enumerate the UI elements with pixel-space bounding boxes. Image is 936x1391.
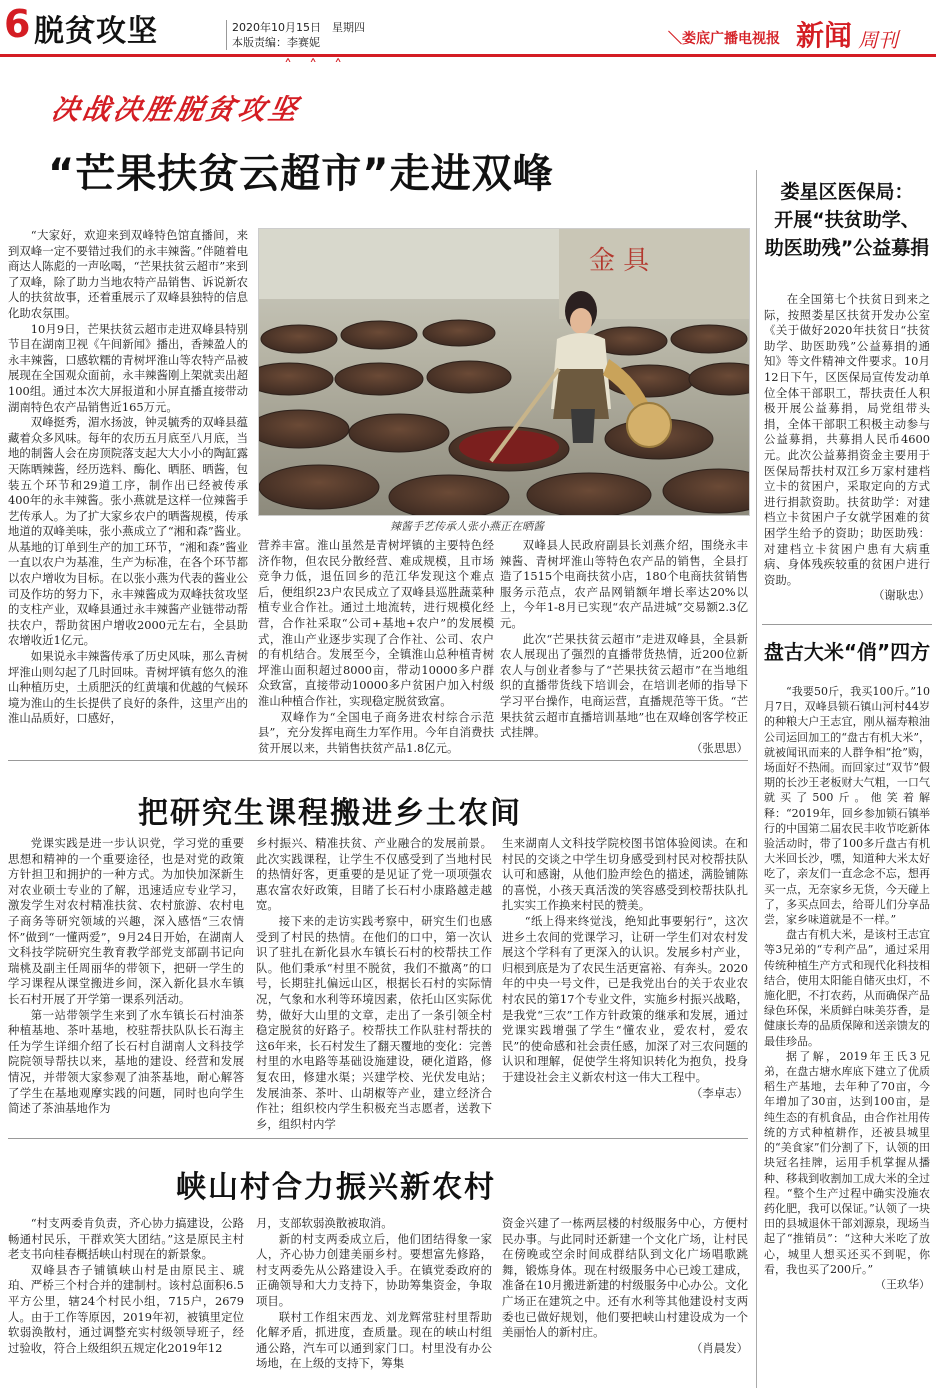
paragraph: 如果说永丰辣酱传承了历史风味，那么青树坪淮山则勾起了几时回味。青树坪镇有悠久的淮山种植历史，土质肥沃的红黄壤和优越的气候环境为淮山的生长提供了良好的条件，这里产出的淮山品质好，口感好，: [8, 649, 248, 726]
paragraph: 据了解，2019年王氏3兄弟，在盘古塘水库底下建立了优质稻生产基地，去年种了70亩，今年增加了30亩，达到100亩，是纯生态的有机食品，由合作社用传统的方式种植耕作，还被县城里的“美食家”们分割了下，认领的田块冠名挂牌，运用手机掌握从播种、移栽到收割加工成大米的全过程。“整个生产过程中确实没施农药化肥，我可以保证。”认领了一块田的县城退休干部刘源泉，现场当起了“推销员”：“这种大米吃了放心，城里人想买还买不到呢，你看，我也买了200斤。”: [764, 1049, 930, 1276]
header-rule: [0, 54, 936, 57]
sidebar2-title: 盘古大米“俏”四方: [763, 640, 931, 664]
sidebar1-title: [762, 178, 932, 262]
sidebar1-title-line: 娄星区医保局：: [780, 181, 914, 203]
paragraph: 双峰县人民政府副县长刘燕介绍，围绕永丰辣酱、青树坪淮山等特色农产品的销售，全县打造了1515个电商扶贫小店，180个电商扶贫销售服务示范点，农产品网销额年增长率达20%以上，今年1-8月已实现“农产品进城”交易额2.3亿元。: [500, 538, 748, 630]
paragraph: 10月9日，芒果扶贫云超市走进双峰县特别节目在湖南卫视《午间新闻》播出，香辣盈人的永丰辣酱，口感软糯的青树坪淮山等农特产品被展现在全国观众面前，永丰辣酱刚上架就卖出超100组。通过本次大屏报道和小屏直播直接带动湖南特色农产品销售近165万元。: [8, 321, 248, 414]
paragraph: “大家好，欢迎来到双峰特色馆直播间，来到双峰一定不要错过我们的永丰辣酱。”伴随着电商达人陈彪的一声吆喝，“芒果扶贫云超市”来到了双峰，除了助力当地农特产品销售、诉说新农人的扶贫故事，还着重展示了双峰县独特的信息化助农氛围。: [8, 228, 248, 320]
svg-text:金 具: 金 具: [589, 246, 650, 276]
issue-date: 2020年10月15日 星期四: [232, 21, 365, 34]
paragraph: 在全国第七个扶贫日到来之际，按照娄星区扶贫开发办公室《关于做好2020年扶贫日“扶贫助学、助医助残”公益募捐的通知》等文件精神文件要求。10月12日下午，区医保局宣传发动单位全体干部职工，帮扶责任人积极开展公益募捐，局党组带头捐，全体干部职工积极主动参与公益募捐，共募捐人民币4600元。此次公益募捐资金主要用于医保局帮扶村双江乡万家村建档立卡的贫困户，采取定向的方式进行捐款资助。扶贫助学：对建档立卡贫困户子女就学困难的贫困学生给予的资助；助医助残：对建档立卡贫困户患有大病重病、身体残疾较重的贫困户进行资助。: [764, 292, 930, 587]
article3-col2: [256, 1216, 492, 1372]
paragraph: 双峰挺秀，湄水扬波，钟灵毓秀的双峰县蕴藏着众多风味。每年的农历五月底至八月底，当地的制酱人会在房顶院落支起大大小小的陶缸露天陈晒辣酱，经历选料、酶化、晒胚、晒酱，包装五个环节和29道工序，制作出已经被传承400年的永丰辣酱。张小燕就是这样一位辣酱手艺传承人。为了扩大家乡农户的晒酱规模，传承地道的双峰美味，张小燕成立了“湘和森”酱业。从基地的订单到生产的加工环节，“湘和森”酱业一直以农户为基准，生产为标准，在各个环节都以农户增收为目标。在以张小燕为代表的酱业公司及作坊的努力下，永丰辣酱成为双峰扶贫攻坚的支柱产业，双峰县通过永丰辣酱产业链带动帮扶农户，帮助贫困户增收2000元左右，全县助农增收近1亿元。: [8, 415, 248, 648]
paragraph: 联村工作组宋西龙、刘龙辉常驻村里帮助化解矛盾，抓进度，查质量。现在的峡山村组通公路，汽车可以通到家门口。村里没有办公场地，在上级的支持下，筹集: [256, 1309, 492, 1371]
sidebar-divider: [756, 170, 757, 1388]
paragraph: 此次“芒果扶贫云超市”走进双峰县，全县新农人展现出了强烈的直播带货热情，近200位新农人与创业者参与了“芒果扶贫云超市”在当地组织的直播带货线下培训会，在培训老师的指导下学习平台操作，电商运营，直播规范等干货。“芒果扶贫云超市直播培训基地”也在双峰创客学校正式挂牌。: [500, 631, 748, 740]
section-title: 脱贫攻坚: [34, 14, 158, 49]
sidebar-divider-h: [762, 624, 932, 625]
sidebar1-title-line: 助医助残”公益募捐: [764, 237, 930, 259]
paragraph: 接下来的走访实践考察中，研究生们也感受到了村民的热情。在他们的口中，第一次认识了驻扎在新化县水车镇长石村的校帮扶工作队。他们秉承“村里不脱贫，我们不撤离”的口号，长期驻扎偏远山区，根据长石村的实际情况，气象和水利等环境因素，依托山区实际优势，做好大山里的文章，走出了一条引领全村稳定脱贫的好路子。校帮扶工作队驻村帮扶的这6年来，长石村发生了翻天覆地的变化：完善村里的水电路等基础设施建设，硬化道路，修复农田，修建水渠；兴建学校、光伏发电站；发展油茶、茶叶、山胡椒等产业，建立经济合作社；组织校内学生积极充当志愿者，送教下乡，组织村内学: [256, 913, 492, 1131]
main-article-col2: [258, 538, 494, 756]
section-divider: [8, 760, 748, 761]
paragraph: “纸上得来终觉浅，绝知此事要躬行”，这次进乡土农间的党课学习，让研一学生们对农村发展这个学科有了更深入的认识。发展乡村产业，归根到底是为了农民生活更富裕、有奔头。2020年的中央一号文件，已是我党出台的关于农业农村农民的第17个专业文件，实施乡村振兴战略，是我党“三农”工作方针政策的继承和发展，通过党课实践增强了学生“懂农业，爱农村，爱农民”的使命感和社会责任感，加深了对三农问题的认识和理解，促使学生将知识转化为抱负，投身于建设社会主义新农村这一伟大工程中。: [502, 913, 748, 1084]
issue-info: [232, 20, 365, 50]
main-article-title: “芒果扶贫云超市”走进双峰: [48, 151, 554, 197]
paragraph: “村支两委肯负责，齐心协力搞建设，公路畅通村民乐，干群欢笑大团结。”这是原民主村老支书向桂春概括峡山村现在的新景象。: [8, 1216, 244, 1262]
main-article-photo: [258, 228, 750, 516]
author-signature: （张思思）: [691, 740, 748, 755]
author-signature: （肖晨发）: [691, 1340, 748, 1355]
media-name: ＼娄底广播电视报: [668, 31, 780, 47]
section-divider: [8, 1138, 748, 1139]
sidebar2-body: [764, 684, 930, 1292]
main-article-col3: [500, 538, 748, 756]
paper-name: 新闻: [796, 19, 853, 52]
main-article-col1: [8, 228, 248, 727]
paragraph: 盘古有机大米，是该村王志宜等3兄弟的“专利产品”，通过采用传统种植生产方式和现代化科技相结合，使用太阳能自储灭虫灯，不施化肥，不打农药，从而确保产品绿色环保，米质鲜白味美芬香，是健康长寿的品质保障和送亲馈友的最佳珍品。: [764, 928, 930, 1048]
paragraph: 第一站带领学生来到了水车镇长石村油茶种植基地、茶叶基地，校驻帮扶队队长石海主任为学生详细介绍了长石村自湖南人文科技学院院领导帮扶以来，基地的建设、经营和发展情况，并带领大家参观了油茶基地，耐心解答了学生在基地观摩实践的问题，同时也向学生简述了茶油基地作为: [8, 1007, 244, 1116]
author-signature: （李卓志）: [691, 1085, 748, 1100]
author-signature: （谢耿忠）: [873, 588, 930, 603]
article2-col3: [502, 836, 748, 1101]
paragraph: “我要50斤，我买100斤。”10月7日，双峰县锁石镇山河村44岁的种粮大户王志宜，刚从福寿粮油公司运回加工的“盘古有机大米”，就被闻讯而来的人群争相“抢”购，场面好不热闹。而回家过“双节”假期的长沙王老板财大气粗，一口气就买了500斤。他笑着解释：“2019年，回乡参加锁石镇举行的中国第二届农民丰收节吃新体验活动时，带了100多斤盘古有机大米回长沙，嘿，知道种大米太好吃了，亲友们一直念念不忘，想再买一点，无奈家乡无货，今天碰上了，多买点回去，给哥儿们分享品尝，家乡味道就是不一样。”: [764, 685, 930, 927]
header-divider: [226, 20, 227, 50]
sidebar1-title-line: 开展“扶贫助学、: [774, 209, 920, 231]
author-signature: （王玖华）: [875, 1277, 930, 1291]
paragraph: 生来湖南人文科技学院校图书馆体验阅读。在和村民的交谈之中学生切身感受到村民对校帮扶队认可和感谢，从他们脸声绘色的描述，满脸铺陈的喜悦，小孩天真活泼的笑容感受到校帮扶队扎扎实实工作换来村民的赞美。: [502, 836, 748, 913]
article2-col2: [256, 836, 492, 1132]
paragraph: 营养丰富。淮山虽然是青树坪镇的主要特色经济作物，但农民分散经营、难成规模，且市场竞争力低，退伍回乡的范江华发现这个难点后，便组织23户农民成立了双峰县巡胜蔬菜种植专业合作社。通过土地流转，进行规模化经营，合作社采取“公司+基地+农户”的发展模式，淮山产业逐步实现了合作社、公司、农户的有机结合。发展至今，全镇淮山总种植青树坪淮山面积超过8000亩，带动10000多户群众致富，直接带动10000多户贫困户加入村级淮山种植合作社，实现稳定脱贫致富。: [258, 538, 494, 708]
paragraph: 资金兴建了一栋两层楼的村级服务中心，方便村民办事。与此同时还新建一个文化广场，让村民在傍晚或空余时间成群结队到文化广场唱歌跳舞，锻炼身体。现在村级服务中心已竣工建成，准备在10月搬进新建的村级服务中心办公。文化广场正在建筑之中。还有水利等其他建设村支两委也已做好规划，他们要把峡山村建设成为一个美丽怡人的新村庄。: [502, 1216, 748, 1340]
photo-caption: 辣酱手艺传承人张小燕正在晒酱: [390, 520, 544, 533]
paragraph: 双峰作为“全国电子商务进农村综合示范县”，充分发挥电商生力军作用。今年自消费扶贫开展以来，共销售扶贫产品1.8亿元。: [258, 709, 494, 755]
paragraph: 月，支部软弱涣散被取消。: [256, 1216, 393, 1230]
sidebar1-body: [764, 292, 930, 604]
article3-col3: [502, 1216, 748, 1356]
paragraph: 乡村振兴、精准扶贫、产业融合的发展前景。此次实践课程，让学生不仅感受到了当地村民的热情好客，更重要的是见证了党一项项强农惠农富农好政策，目睹了长石村小康路越走越宽。: [256, 836, 492, 913]
article3-col1: [8, 1216, 244, 1356]
page-number: 6: [4, 2, 31, 46]
campaign-banner: 决战决胜脱贫攻坚: [48, 93, 303, 126]
swallow-decoration-icon: ˄ ˄ ˄: [284, 56, 349, 75]
page-editor: 本版责编：李赛妮: [232, 36, 320, 49]
article2-col1: [8, 836, 244, 1117]
article3-title: 峡山村合力振兴新农村: [176, 1170, 496, 1205]
paragraph: 新的村支两委成立后，他们团结得象一家人，齐心协力创建美丽乡村。要想富先修路，村支两委先从公路建设入手。在镇党委政府的正确领导和大力支持下，协助筹集资金，争取项目。: [256, 1231, 492, 1308]
article2-title: 把研究生课程搬进乡土农间: [138, 796, 522, 831]
paper-weekly: 周刊: [858, 28, 898, 52]
sauce-jars-photo: [259, 229, 749, 515]
paragraph: 党课实践是进一步认识党，学习党的重要思想和精神的一个重要途径，也是对党的政策方针担卫和拥护的一种方式。为加快加深新生对农业硕士专业的了解，迅速适应专业学习，激发学生对农村精准扶贫、农村旅游、农村电子商务等研究领域的兴趣，深入感悟“三农情怀”做到“一懂两爱”，9月24日开始，在湖南人文科技学院研究生教育教学部党支部副书记向瑞桃及副主任周丽华的带领下，把研一学生的学习课程从课堂搬进乡间，深入新化县水车镇长石村开展了开学第一课系列活动。: [8, 836, 244, 1006]
paragraph: 双峰县杏子铺镇峡山村是由原民主、琥珀、严桥三个村合并的建制村。该村总面积6.5平方公里，辖24个村民小组，715户，2679人。由于工作等原因，2019年初，被镇里定位软弱涣散村，通过调整充实村级领导班子，经过验收，符合上级组织五规定化2019年12: [8, 1262, 244, 1355]
